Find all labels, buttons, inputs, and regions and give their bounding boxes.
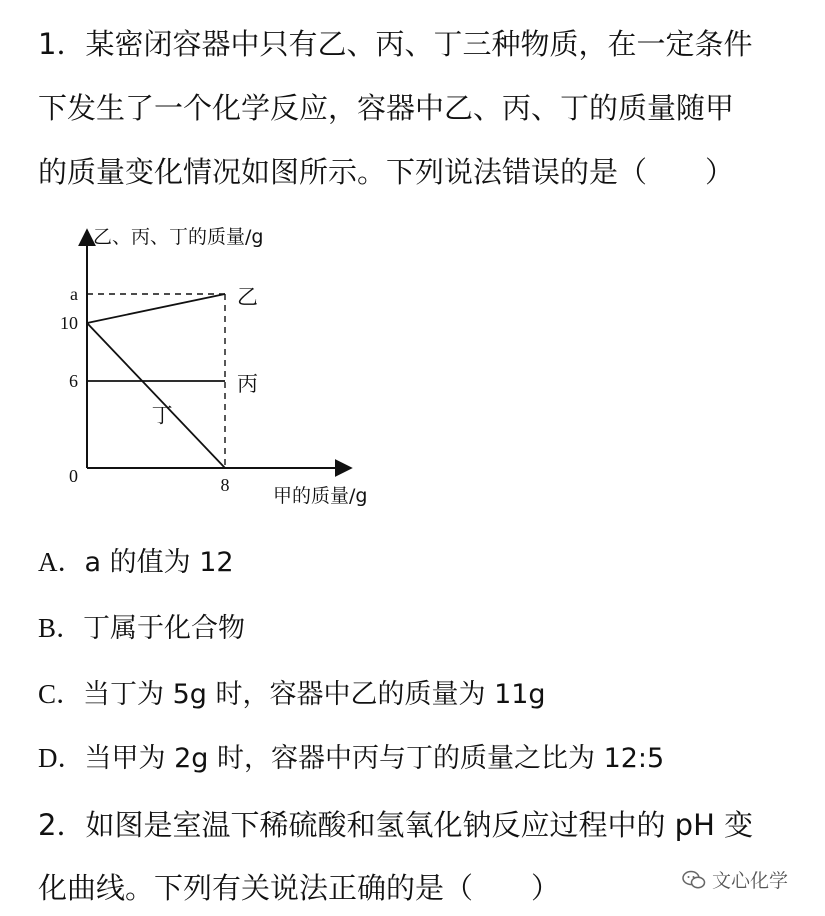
question1-line-3: 的质量变化情况如图所示。下列说法错误的是（ ） xyxy=(38,155,735,189)
option-a-letter: A． xyxy=(38,547,85,577)
question2-line-2: 化曲线。下列有关说法正确的是（ ） xyxy=(38,871,561,905)
series-line-2 xyxy=(87,323,225,468)
option-b-letter: B． xyxy=(38,613,84,643)
mass-chart xyxy=(55,218,395,518)
watermark-text: 文心化学 xyxy=(712,870,789,892)
series-label-ding: 丁 xyxy=(151,403,173,428)
option-c-letter: C． xyxy=(38,679,84,709)
option-b-text: 丁属于化合物 xyxy=(83,613,246,644)
y-tick-label-1: 10 xyxy=(60,313,78,333)
wechat-official-account-icon xyxy=(682,870,706,890)
option-c xyxy=(38,676,546,713)
option-d-letter: D． xyxy=(38,743,85,773)
series-lines xyxy=(87,294,225,468)
x-tick-label-0: 8 xyxy=(220,475,230,495)
y-axis-label: 乙、丙、丁的质量/g xyxy=(93,226,264,248)
watermark xyxy=(682,866,788,893)
question1-line-2: 下发生了一个化学反应，容器中乙、丙、丁的质量随甲 xyxy=(38,91,735,125)
series-label-bing: 丙 xyxy=(237,372,258,396)
series-label-yi: 乙 xyxy=(237,285,258,309)
question1-line-1: 1．某密闭容器中只有乙、丙、丁三种物质，在一定条件 xyxy=(38,27,753,61)
option-b xyxy=(38,610,245,647)
option-a-text: a 的值为 12 xyxy=(84,547,234,578)
option-d xyxy=(38,740,664,777)
question2-line-1: 2．如图是室温下稀硫酸和氢氧化钠反应过程中的 pH 变 xyxy=(38,808,754,842)
option-c-text: 当丁为 5g 时，容器中乙的质量为 11g xyxy=(83,679,546,710)
y-tick-label-2: 6 xyxy=(69,371,78,391)
origin-label: 0 xyxy=(69,466,78,486)
tick-labels xyxy=(60,284,230,495)
y-tick-label-0: a xyxy=(70,284,78,304)
series-line-0 xyxy=(87,294,225,323)
x-axis-label: 甲的质量/g xyxy=(273,485,368,507)
option-a xyxy=(38,544,234,581)
option-d-text: 当甲为 2g 时，容器中丙与丁的质量之比为 12:5 xyxy=(84,743,665,774)
